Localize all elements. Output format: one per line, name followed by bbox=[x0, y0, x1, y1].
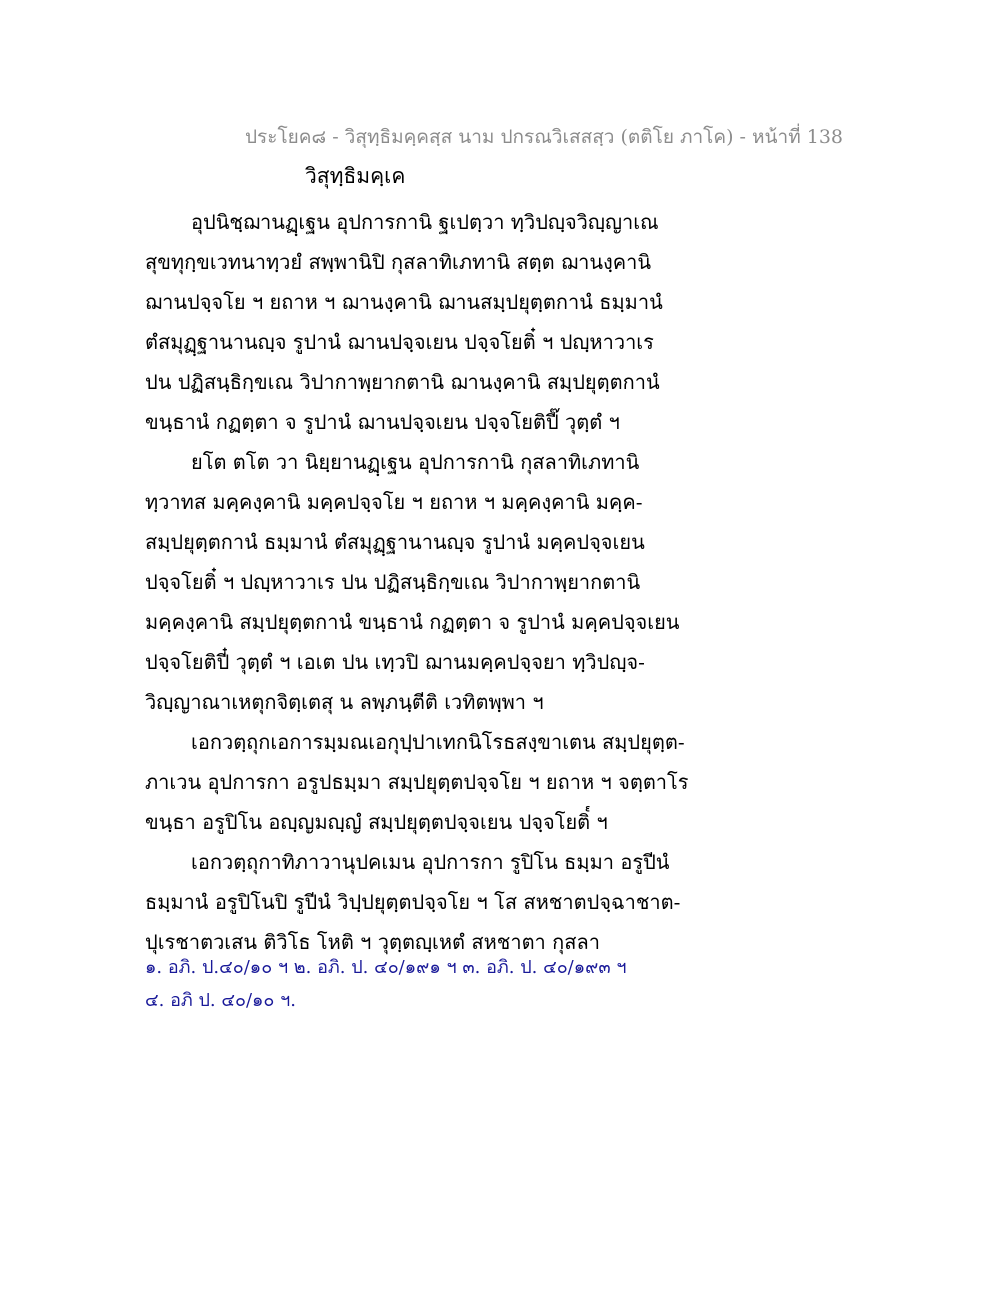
text-line: อุปนิชฺฌานฏฺเฐน อุปการกานิ ฐเปตฺวา ทฺวิปญฺจวิญฺญาเณ bbox=[191, 210, 659, 234]
text-line: ปจฺจโยติปี๋ วุตฺตํ ฯ เอเต ปน เทฺวปิ ฌานมคฺคปจฺจยา ทฺวิปญฺจ- bbox=[145, 650, 645, 674]
text-line: ภาเวน อุปการกา อรูปธมฺมา สมฺปยุตฺตปจฺจโย ฯ ยถาห ฯ จตฺตาโร bbox=[145, 770, 689, 794]
text-line: ปน ปฏิสนฺธิกฺขเณ วิปากาพฺยากตานิ ฌานงฺคานิ สมฺปยุตฺตกานํ bbox=[145, 370, 660, 394]
text-line: ปจฺจโยติ๋ ฯ ปญฺหาวาเร ปน ปฏิสนฺธิกฺขเณ วิปากาพฺยากตานิ bbox=[145, 570, 641, 594]
text-line: ขนฺธา อรูปิโน อญฺญมญฺญํ สมฺปยุตฺตปจฺจเยน ปจฺจโยติ๎ ฯ bbox=[145, 810, 608, 834]
text-line: ปุเรชาตวเสน ติวิโธ โหติ ฯ วุตฺตญฺเหตํ สหชาตา กุสลา bbox=[145, 930, 600, 954]
section-title: วิสุทฺธิมคฺเค bbox=[305, 164, 406, 188]
page-header: ประโยค๘ - วิสุทฺธิมคฺคสฺส นาม ปกรณวิเสสสฺว (ตติโย ภาโค) - หน้าที่ 138 bbox=[245, 126, 844, 148]
body-text bbox=[145, 202, 689, 962]
text-line: เอกวตฺถุกาทิภาวานุปคเมน อุปการกา รูปิโน ธมฺมา อรูปีนํ bbox=[191, 850, 670, 874]
text-line: วิญฺญาณาเหตุกจิตฺเตสุ น ลพฺภนฺตีติ เวทิตพฺพา ฯ bbox=[145, 690, 544, 714]
text-line: ธมฺมานํ อรูปิโนปิ รูปีนํ วิปฺปยุตฺตปจฺจโย ฯ โส สหชาตปจฺฉาชาต- bbox=[145, 890, 681, 914]
text-line: ทฺวาทส มคฺคงฺคานิ มคฺคปจฺจโย ฯ ยถาห ฯ มคฺคงฺคานิ มคฺค- bbox=[145, 490, 643, 514]
footnote-line: ๔. อภิ ป. ๔๐/๑๐ ฯ. bbox=[145, 990, 296, 1011]
footnotes bbox=[145, 951, 626, 1017]
text-line: ฌานปจฺจโย ฯ ยถาห ฯ ฌานงฺคานิ ฌานสมฺปยุตฺตกานํ ธมฺมานํ bbox=[145, 290, 663, 314]
text-line: เอกวตฺถุกเอการมฺมณเอกุปฺปาเทกนิโรธสงฺขาเตน สมฺปยุตฺต- bbox=[191, 730, 685, 754]
text-line: สุขทุกฺขเวทนาทฺวยํ สพฺพานิปิ กุสลาทิเภทานิ สตฺต ฌานงฺคานิ bbox=[145, 250, 652, 274]
text-line: ขนฺธานํ กฏตฺตา จ รูปานํ ฌานปจฺจเยน ปจฺจโยติปี๊ วุตฺตํ ฯ bbox=[145, 410, 620, 434]
text-line: ตํสมุฏฺฐานานญฺจ รูปานํ ฌานปจฺจเยน ปจฺจโยติ๋ ฯ ปญฺหาวาเร bbox=[145, 330, 654, 354]
text-line: มคฺคงฺคานิ สมฺปยุตฺตกานํ ขนฺธานํ กฏตฺตา จ รูปานํ มคฺคปจฺจเยน bbox=[145, 610, 680, 634]
text-line: สมฺปยุตฺตกานํ ธมฺมานํ ตํสมุฏฺฐานานญฺจ รูปานํ มคฺคปจฺจเยน bbox=[145, 530, 645, 554]
footnote-line: ๑. อภิ. ป.๔๐/๑๐ ฯ ๒. อภิ. ป. ๔๐/๑๙๑ ฯ ๓. อภิ. ป. ๔๐/๑๙๓ ฯ bbox=[145, 957, 627, 978]
text-line: ยโต ตโต วา นิยฺยานฏฺเฐน อุปการกานิ กุสลาทิเภทานิ bbox=[191, 450, 640, 474]
